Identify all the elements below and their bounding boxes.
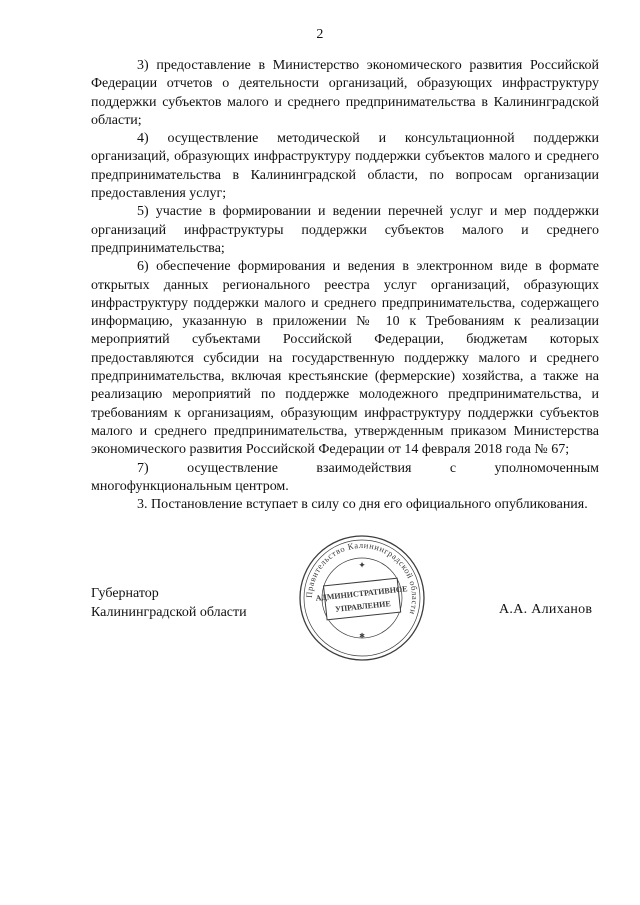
seal-text-line2: УПРАВЛЕНИЕ [334,599,392,614]
paragraph-clause-3: 3. Постановление вступает в силу со дня его официального опубликования. [137,497,588,513]
page-number: 2 [316,27,324,42]
paragraph-item-6: 6) обеспечение формирования и ведения в электронном виде в формате открытых данных регионального реестра услуг организаций, образующих инфраструктуру поддержки малого и среднего предпринимательства, содержащего информацию, указанную в приложении № 10 к Требованиям к реализации мероприятий субъектами Российской Федерации, бюджетам которых предоставляются субсидии на государственную поддержку малого и среднего предпринимательства, включая крестьянские (фермерские) хозяйства, а также на реализацию мероприятий по поддержке молодежного предпринимательства, и требованиям к организациям, образующим инфраструктуру поддержки субъектов малого и среднего предпринимательства, утвержденным приказом Министерства экономического развития Российской Федерации от 14 февраля 2018 года № 67; [91,259,599,458]
paragraph-item-7: 7) осуществление взаимодействия с уполномоченным многофункциональным центром. [91,460,599,494]
paragraph-item-3: 3) предоставление в Министерство экономического развития Российской Федерации отчетов о деятельности организаций, образующих инфраструктуру поддержки субъектов малого и среднего предпринимательства в Калининградской области; [91,58,599,128]
seal-emblem-icon: ✦ [358,560,366,570]
official-seal [296,532,428,664]
document-body [91,57,599,514]
signatory-position [91,584,247,622]
seal-text-line1: АДМИНИСТРАТИВНОЕ [315,584,408,603]
signatory-title: Губернатор [91,586,159,601]
signatory-region: Калининградской области [91,605,247,620]
seal-star-icon: ✱ [359,632,365,640]
seal-ring-text: Правительство Калининградской области [303,539,421,617]
signatory-name: А.А. Алиханов [499,602,593,617]
seal-center [314,577,409,620]
paragraph-item-4: 4) осуществление методической и консультационной поддержки организаций, образующих инфраструктуру поддержки субъектов малого и среднего предпринимательства в Калининградской области, по вопросам организации предоставления услуг; [91,131,599,202]
paragraph-item-5: 5) участие в формировании и ведении перечней услуг и мер поддержки организаций инфраструктуры поддержки субъектов малого и среднего предпринимательства; [91,204,599,256]
